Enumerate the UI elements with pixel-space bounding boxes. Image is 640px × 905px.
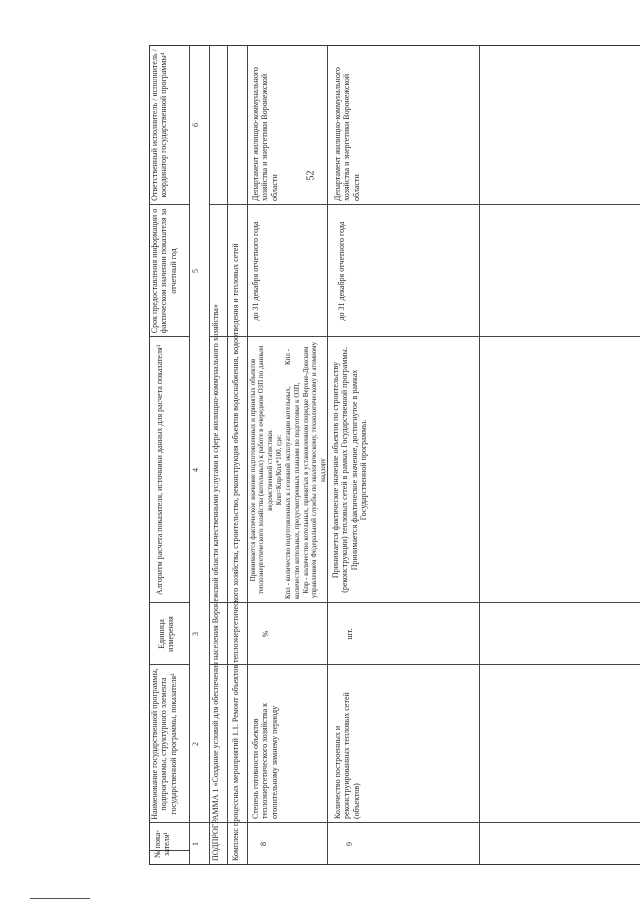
row-8-unit: % — [261, 630, 270, 638]
colnum-4: 4 — [191, 468, 200, 472]
row-divider — [189, 45, 190, 865]
row-9-name: Количество построенных и реконструированных тепловых сетей (объектов) — [333, 692, 361, 819]
rotated-table — [149, 45, 640, 865]
row-8-kpr: Кпр - количество котельных, принятых в установленном порядке Верхне-Донским управлением Федеральной службы по экологическому, технологическому и атомному надзору — [302, 341, 326, 599]
col-divider — [149, 664, 189, 665]
complex-title: Комплекс процессных мероприятий 1.1. Ремонт объектов теплоэнергетического хозяйства, строительство, реконструкция объектов водоснабжения, водоотведения и тепловых сетей — [231, 243, 240, 861]
header-unit: Единица измерения — [157, 616, 176, 652]
colnum-3: 3 — [191, 632, 200, 636]
col-divider — [209, 664, 640, 665]
row-9-responsible: Департамент жилищно-коммунального хозяйства и энергетики Воронежской области — [333, 67, 361, 201]
header-algorithm: Алгоритм расчета показателя, источники данных для расчета показателя³ — [155, 344, 164, 596]
header-deadline: Срок предоставления информации о фактическом значении показателя за отчетный год — [150, 208, 178, 334]
col-divider — [209, 204, 640, 205]
footnote-rule — [30, 898, 90, 899]
row-8-kpl-rest: количество котельных, предусмотренных планами по подготовке к ОЗП, — [293, 382, 301, 599]
row-9-algorithm: Принимается фактическое значение объектов по строительству (реконструкции) тепловых сетей в рамках Государственной программы. Принимается фактическое значение, достигнутое в рамках Государственной программы. — [331, 347, 369, 593]
row-9-unit: шт. — [345, 628, 354, 640]
header-name: Наименование государственной программы, подпрограммы, структурного элемента государственной программы, показателя² — [150, 668, 178, 820]
colnum-5: 5 — [191, 269, 200, 273]
colnum-1: 1 — [191, 842, 200, 846]
colnum-6: 6 — [191, 123, 200, 127]
row-8-algorithm: Принимается фактическое значение подготовленных и принятых объектов теплоэнергетического хозяйства (котельных) к работе в очередном ОЗП по данным ведомственной статистики. — [249, 345, 274, 595]
row-divider — [327, 45, 328, 865]
row-8-formula: Кпп=Кпр/Кпл*100, где: — [275, 434, 283, 506]
col-divider — [209, 336, 640, 337]
col-divider — [149, 204, 189, 205]
col-divider — [149, 602, 189, 603]
row-8-name: Степень готовности объектов теплоэнергетического хозяйства к отопительному зимнему периоду — [251, 702, 279, 819]
row-8-deadline: до 31 декабря отчетного года — [251, 221, 260, 321]
row-9-deadline: до 31 декабря отчетного года — [337, 221, 346, 321]
header-responsible: Ответственный исполнитель / исполнитель / координатор государственной программы⁴ — [150, 49, 169, 201]
row-8-kpl-tail: Кпл - — [284, 349, 292, 365]
page-number: 52 — [305, 170, 317, 181]
row-9-number: 9 — [345, 842, 354, 846]
header-number: № пока- зателя¹ — [153, 830, 172, 858]
subprogram-title: ПОДПРОГРАММА 1 «Создание условий для обеспечения населения Воронежской области качественными услугами в сфере жилищно-коммунального хозяйства» — [211, 304, 220, 861]
col-divider — [149, 336, 189, 337]
row-8-kpl: Кпл - количество подготовленных к сезонной эксплуатации котельных, — [284, 386, 292, 599]
section-divider — [247, 45, 248, 865]
row-8-number: 8 — [259, 842, 268, 846]
colnum-2: 2 — [191, 742, 200, 746]
row-divider — [209, 45, 210, 865]
col-divider — [209, 602, 640, 603]
row-divider — [479, 45, 480, 865]
row-8-responsible: Департамент жилищно-коммунального хозяйства и энергетики Воронежской области — [251, 67, 279, 201]
section-divider — [227, 45, 228, 865]
